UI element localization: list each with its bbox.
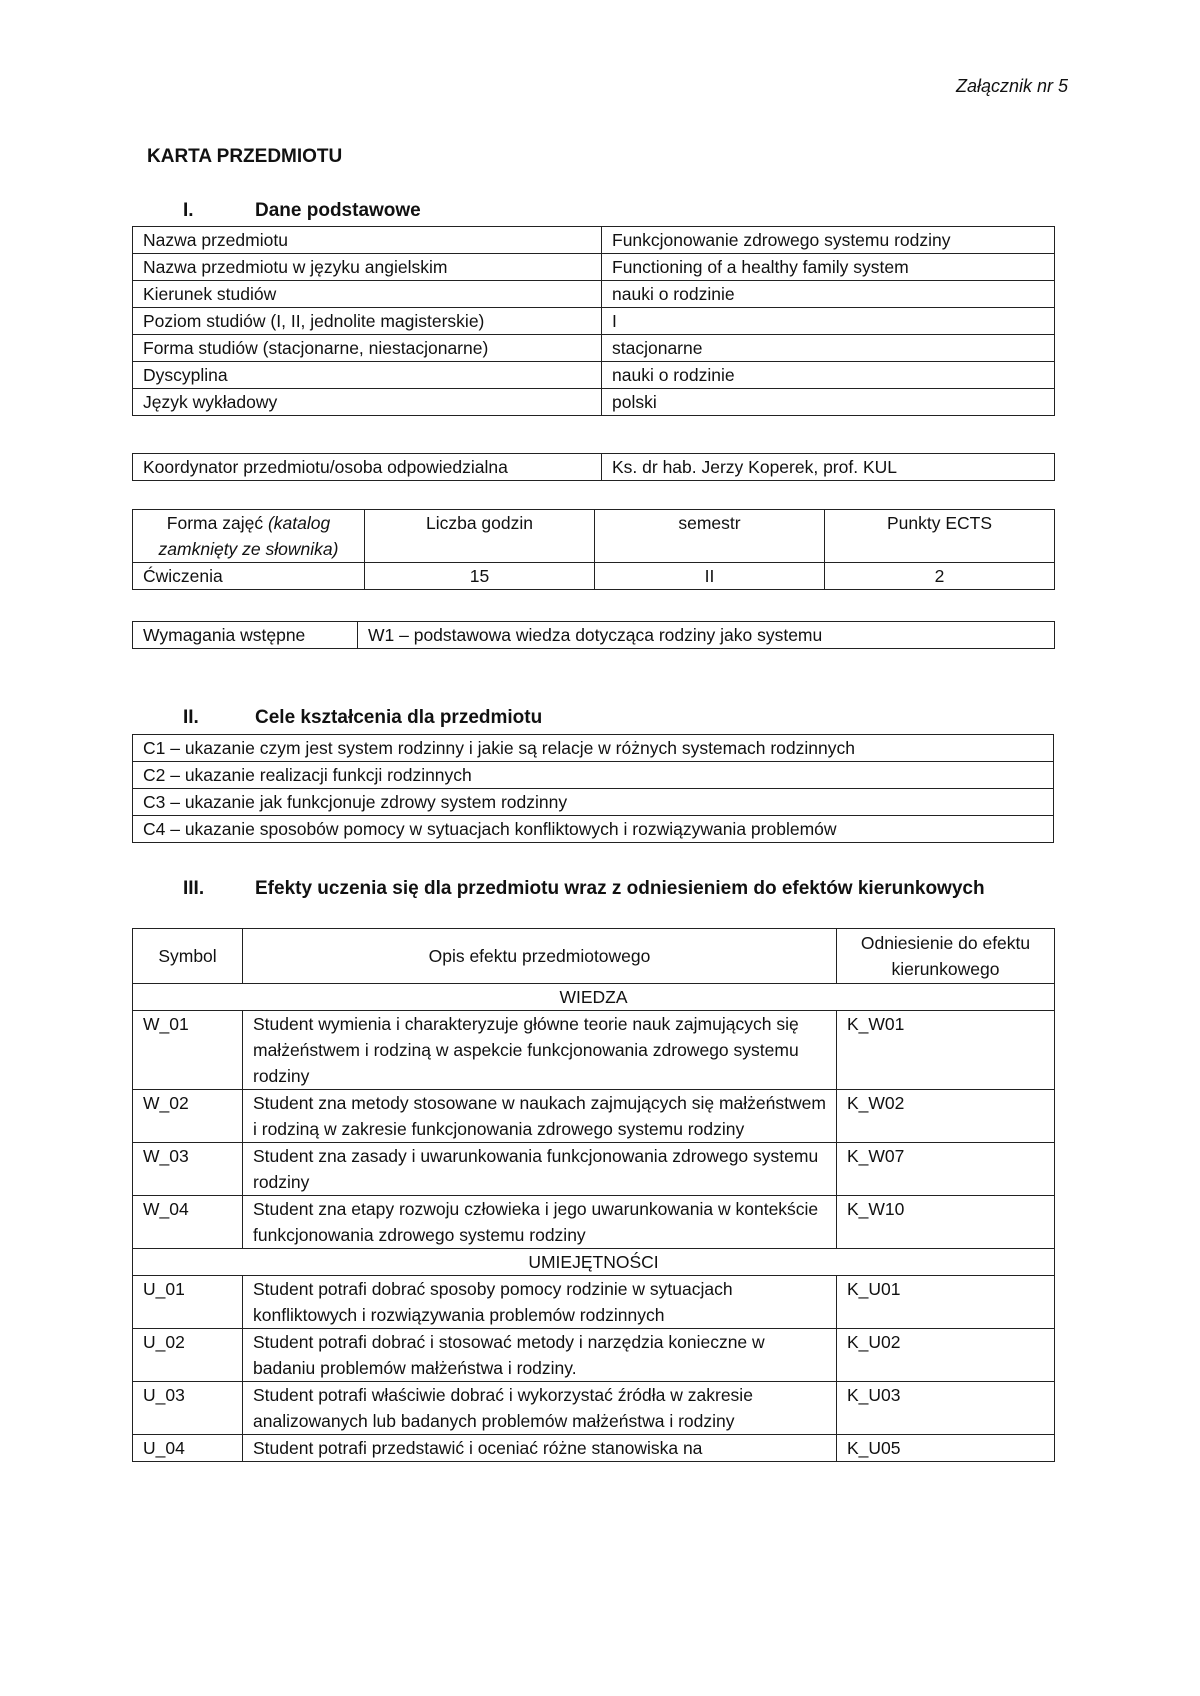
- outcome-symbol: U_03: [133, 1382, 243, 1435]
- row-value: polski: [602, 389, 1055, 416]
- outcome-description: Student potrafi właściwie dobrać i wykorzystać źródła w zakresie analizowanych lub badanych problemów małżeństwa i rodziny: [243, 1382, 837, 1435]
- attachment-label: Załącznik nr 5: [955, 76, 1068, 96]
- outcome-reference: K_W10: [837, 1196, 1055, 1249]
- goal-item: C1 – ukazanie czym jest system rodzinny i jakie są relacje w różnych systemach rodzinnych: [133, 735, 1054, 762]
- goal-item: C2 – ukazanie realizacji funkcji rodzinnych: [133, 762, 1054, 789]
- outcome-description: Student wymienia i charakteryzuje główne teorie nauk zajmujących się małżeństwem i rodziną w aspekcie funkcjonowania zdrowego systemu rodziny: [243, 1011, 837, 1090]
- semester-header: semestr: [595, 510, 825, 563]
- hours-header: Liczba godzin: [365, 510, 595, 563]
- document-title: KARTA PRZEDMIOTU: [147, 146, 343, 167]
- row-value: Functioning of a healthy family system: [602, 254, 1055, 281]
- row-value: I: [602, 308, 1055, 335]
- group-name-knowledge: WIEDZA: [133, 984, 1055, 1011]
- table-row: [133, 454, 1055, 481]
- outcome-symbol: W_01: [133, 1011, 243, 1090]
- table-row: [133, 762, 1054, 789]
- table-row: [133, 1382, 1055, 1435]
- table-row: [133, 335, 1055, 362]
- outcome-description: Student potrafi przedstawić i oceniać różne stanowiska na: [243, 1435, 837, 1462]
- goals-table: [132, 734, 1054, 843]
- outcome-symbol: W_04: [133, 1196, 243, 1249]
- row-label: Nazwa przedmiotu: [133, 227, 602, 254]
- coordinator-label: Koordynator przedmiotu/osoba odpowiedzialna: [133, 454, 602, 481]
- table-row: [133, 816, 1054, 843]
- outcome-reference: K_W02: [837, 1090, 1055, 1143]
- table-row: [133, 227, 1055, 254]
- outcome-symbol: U_02: [133, 1329, 243, 1382]
- row-value: stacjonarne: [602, 335, 1055, 362]
- table-row: [133, 1090, 1055, 1143]
- outcome-reference: K_W01: [837, 1011, 1055, 1090]
- outcome-symbol: W_02: [133, 1090, 243, 1143]
- row-label: Dyscyplina: [133, 362, 602, 389]
- row-label: Forma studiów (stacjonarne, niestacjonarne): [133, 335, 602, 362]
- row-label: Poziom studiów (I, II, jednolite magisterskie): [133, 308, 602, 335]
- form-header: [133, 510, 365, 563]
- table-row: [133, 254, 1055, 281]
- section-3-heading: [183, 878, 985, 900]
- outcome-description: Student potrafi dobrać sposoby pomocy rodzinie w sytuacjach konfliktowych i rozwiązywania problemów rodzinnych: [243, 1276, 837, 1329]
- section-3-title: Efekty uczenia się dla przedmiotu wraz z odniesieniem do efektów kierunkowych: [255, 878, 985, 899]
- form-header-note: (katalog zamknięty ze słownika): [158, 513, 339, 559]
- table-row: [133, 789, 1054, 816]
- row-value: nauki o rodzinie: [602, 281, 1055, 308]
- table-row: [133, 1276, 1055, 1329]
- reference-header: Odniesienie do efektu kierunkowego: [837, 929, 1055, 984]
- table-row: [133, 563, 1055, 590]
- ects-value: 2: [825, 563, 1055, 590]
- requirements-table: [132, 621, 1055, 649]
- row-label: Nazwa przedmiotu w języku angielskim: [133, 254, 602, 281]
- table-row: [133, 1196, 1055, 1249]
- table-row: [133, 308, 1055, 335]
- outcome-description: Student zna etapy rozwoju człowieka i jego uwarunkowania w kontekście funkcjonowania zdrowego systemu rodziny: [243, 1196, 837, 1249]
- table-row: [133, 1011, 1055, 1090]
- goal-item: C3 – ukazanie jak funkcjonuje zdrowy system rodzinny: [133, 789, 1054, 816]
- table-row: [133, 1329, 1055, 1382]
- outcome-reference: K_U02: [837, 1329, 1055, 1382]
- row-value: Funkcjonowanie zdrowego systemu rodziny: [602, 227, 1055, 254]
- coordinator-value: Ks. dr hab. Jerzy Koperek, prof. KUL: [602, 454, 1055, 481]
- table-row: [133, 1143, 1055, 1196]
- table-header-row: [133, 510, 1055, 563]
- form-header-main: Forma zajęć: [166, 513, 268, 533]
- requirements-label: Wymagania wstępne: [133, 622, 358, 649]
- outcome-reference: K_U03: [837, 1382, 1055, 1435]
- description-header: Opis efektu przedmiotowego: [243, 929, 837, 984]
- table-row: [133, 622, 1055, 649]
- form-value: Ćwiczenia: [133, 563, 365, 590]
- requirements-value: W1 – podstawowa wiedza dotycząca rodziny jako systemu: [358, 622, 1055, 649]
- outcome-reference: K_W07: [837, 1143, 1055, 1196]
- group-row: [133, 984, 1055, 1011]
- table-row: [133, 389, 1055, 416]
- section-1-heading: [183, 200, 421, 222]
- symbol-header: Symbol: [133, 929, 243, 984]
- semester-value: II: [595, 563, 825, 590]
- outcome-description: Student zna metody stosowane w naukach zajmujących się małżeństwem i rodziną w zakresie funkcjonowania zdrowego systemu rodziny: [243, 1090, 837, 1143]
- row-value: nauki o rodzinie: [602, 362, 1055, 389]
- hours-value: 15: [365, 563, 595, 590]
- learning-outcomes-table: [132, 928, 1055, 1462]
- row-label: Kierunek studiów: [133, 281, 602, 308]
- outcome-symbol: U_04: [133, 1435, 243, 1462]
- table-row: [133, 281, 1055, 308]
- table-row: [133, 362, 1055, 389]
- group-row: [133, 1249, 1055, 1276]
- group-name-skills: UMIEJĘTNOŚCI: [133, 1249, 1055, 1276]
- goal-item: C4 – ukazanie sposobów pomocy w sytuacjach konfliktowych i rozwiązywania problemów: [133, 816, 1054, 843]
- outcome-reference: K_U01: [837, 1276, 1055, 1329]
- coordinator-table: [132, 453, 1055, 481]
- table-row: [133, 735, 1054, 762]
- outcome-description: Student zna zasady i uwarunkowania funkcjonowania zdrowego systemu rodziny: [243, 1143, 837, 1196]
- section-3-number: III.: [183, 878, 205, 899]
- class-form-table: [132, 509, 1055, 590]
- table-row: [133, 1435, 1055, 1462]
- ects-header: Punkty ECTS: [825, 510, 1055, 563]
- section-1-number: I.: [183, 200, 194, 221]
- outcome-symbol: U_01: [133, 1276, 243, 1329]
- section-2-number: II.: [183, 707, 199, 728]
- basic-data-table: [132, 226, 1055, 416]
- outcome-description: Student potrafi dobrać i stosować metody i narzędzia konieczne w badaniu problemów małżeństwa i rodziny.: [243, 1329, 837, 1382]
- section-2-heading: [183, 707, 542, 729]
- section-1-title: Dane podstawowe: [255, 200, 421, 221]
- table-header-row: [133, 929, 1055, 984]
- outcome-symbol: W_03: [133, 1143, 243, 1196]
- row-label: Język wykładowy: [133, 389, 602, 416]
- section-2-title: Cele kształcenia dla przedmiotu: [255, 707, 543, 728]
- outcome-reference: K_U05: [837, 1435, 1055, 1462]
